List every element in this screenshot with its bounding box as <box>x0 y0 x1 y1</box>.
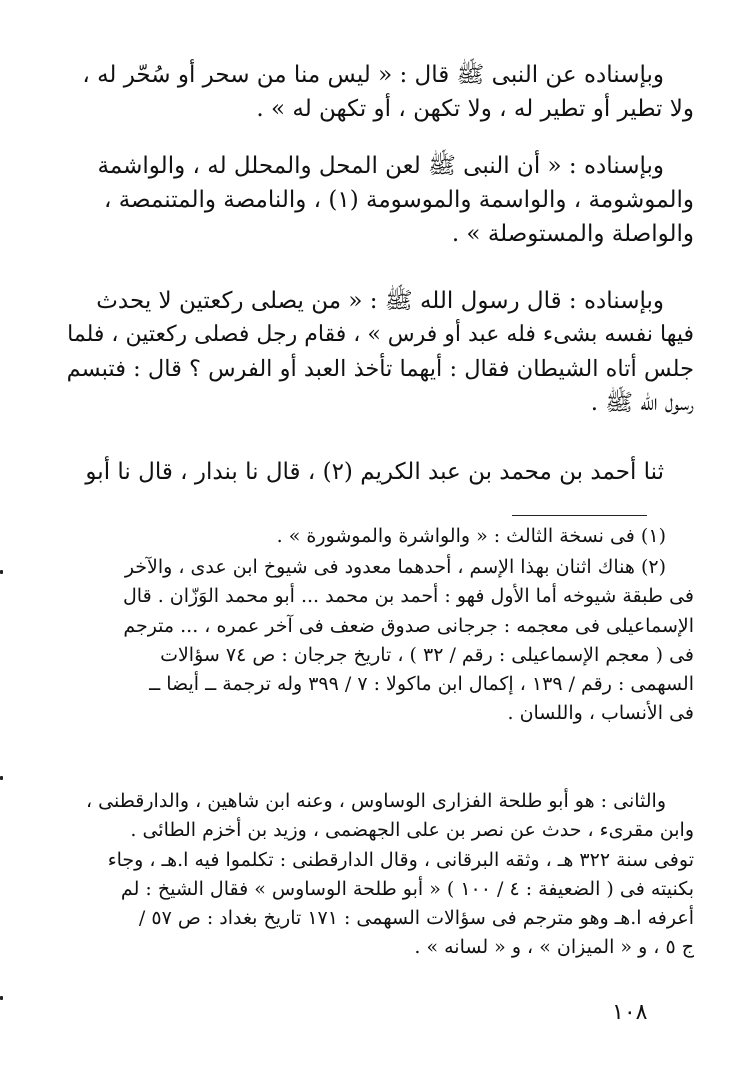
text-line: وبإسناده عن النبى ﷺ قال : « ليس منا من سحر أو سُحّر له ، <box>82 62 664 88</box>
footnote-line: (١) فى نسخة الثالث : « والواشرة والموشورة » . <box>276 525 666 547</box>
footnote-1 <box>58 522 694 551</box>
text-line: والواصلة والمستوصلة » . <box>451 221 694 247</box>
footnote-line: السهمى : رقم / ١٣٩ ، إكمال ابن ماكولا : ٧ / ٣٩٩ وله ترجمة ــ أيضا ــ <box>149 673 694 696</box>
footnote-line: فى طبقة شيوخه أما الأول فهو : أحمد بن محمد ... أبو محمد الوَزّان . قال <box>122 585 694 608</box>
footnote-line: وابن مقرىء ، حدث عن نصر بن على الجهضمى ، وزيد بن أخزم الطائى . <box>130 819 694 842</box>
footnote-line: بكنيته فى ( الضعيفة : ٤ / ١٠٠ ) « أبو طلحة الوساوس » فقال الشيخ : لم <box>120 877 694 900</box>
scan-speck <box>0 996 3 1000</box>
text-line: وبإسناده : « أن النبى ﷺ لعن المحل والمحلل له ، والواشمة <box>97 153 664 179</box>
footnote-line: (٢) هناك اثنان بهذا الإسم ، أحدهما معدود فى شيوخ ابن عدى ، والآخر <box>124 556 666 578</box>
text-line: ثنا أحمد بن محمد بن عبد الكريم (٢) ، قال نا بندار ، قال نا أبو <box>85 459 664 485</box>
paragraph-4 <box>58 455 694 489</box>
paragraph-2 <box>58 149 694 251</box>
footnote-separator <box>512 515 647 516</box>
footnote-line: والثانى : هو أبو طلحة الفزارى الوساوس ، وعنه ابن شاهين ، والدارقطنى ، <box>85 790 666 812</box>
scan-speck <box>0 776 3 780</box>
paragraph-1 <box>58 58 694 126</box>
text-line: فيها نفسه بشىء فله عبد أو فرس » ، فقام رجل فصلى ركعتين ، فلما <box>67 322 694 347</box>
text-line: وبإسناده : قال رسول الله ﷺ : « من يصلى ركعتين لا يحدث <box>96 288 664 314</box>
scan-speck <box>0 570 3 574</box>
text-line: رسول الله ﷺ . <box>590 390 694 416</box>
footnote-2-continued <box>58 787 694 963</box>
text-line: ولا تطير أو تطير له ، ولا تكهن ، أو تكهن له » . <box>256 96 694 122</box>
page-number: ١٠٨ <box>612 1000 648 1025</box>
footnote-line: ج ٥ ، و « الميزان » ، و « لسانه » . <box>414 936 694 959</box>
footnote-line: أعرفه ا.هـ وهو مترجم فى سؤالات السهمى : ١٧١ تاريخ بغداد : ص ٥٧ / <box>138 907 694 930</box>
footnote-line: فى ( معجم الإسماعيلى : رقم / ٣٢ ) ، تاريخ جرجان : ص ٧٤ سؤالات <box>160 643 694 666</box>
footnote-line: توفى سنة ٣٢٢ هـ ، وثقه البرقانى ، وقال الدارقطنى : تكلموا فيه ا.هـ ، وجاء <box>107 848 694 871</box>
paragraph-3 <box>58 284 694 420</box>
footnote-2 <box>58 553 694 729</box>
text-line: جلس أتاه الشيطان فقال : أيهما تأخذ العبد أو الفرس ؟ قال : فتبسم <box>66 356 694 382</box>
text-line: والموشومة ، والواسمة والموسومة (١) ، والنامصة والمتنمصة ، <box>103 187 694 213</box>
footnote-line: الإسماعيلى فى معجمه : جرجانى صدوق ضعف فى آخر عمره ، ... مترجم <box>123 614 694 637</box>
footnote-line: فى الأنساب ، واللسان . <box>507 702 694 725</box>
